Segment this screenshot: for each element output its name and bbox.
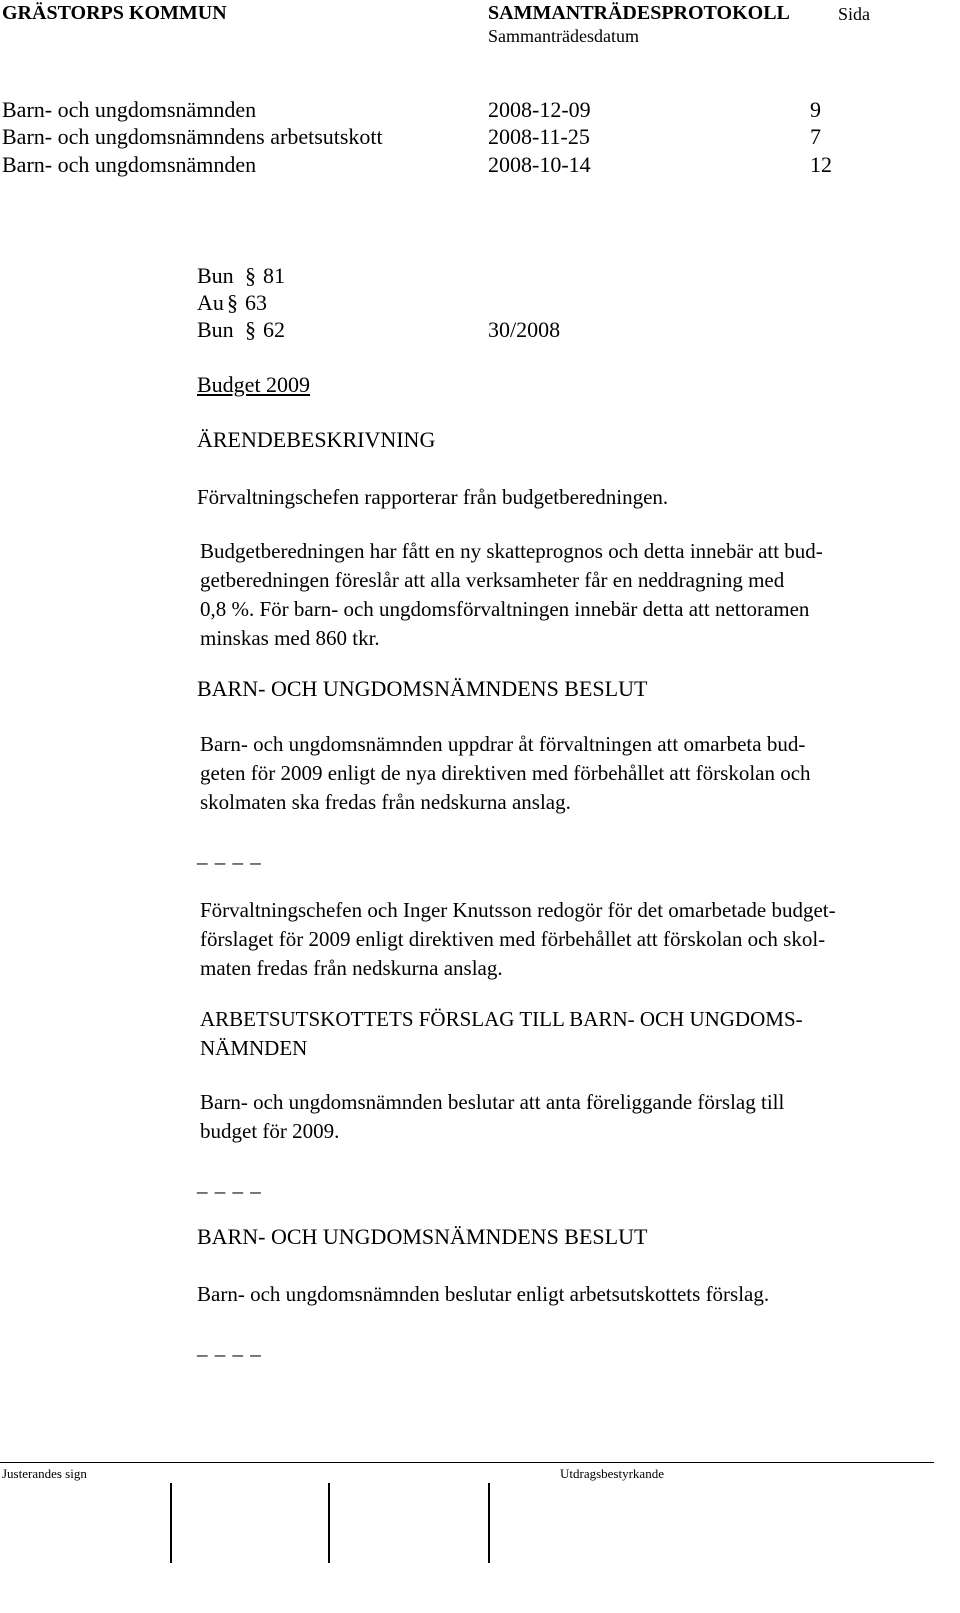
- page-label: Sida: [838, 4, 871, 24]
- section-sign: §: [227, 290, 238, 315]
- text-line: Barn- och ungdomsnämnden uppdrar åt förvaltningen att omarbeta bud-: [200, 732, 806, 756]
- text-line: maten fredas från nedskurna anslag.: [200, 956, 503, 980]
- text-line: budget för 2009.: [200, 1119, 340, 1143]
- heading-line: NÄMNDEN: [200, 1036, 308, 1060]
- beslut-text-2: Barn- och ungdomsnämnden beslutar enligt arbetsutskottets förslag.: [197, 1282, 770, 1306]
- reference-code: Bun: [197, 317, 234, 342]
- sign-label: Justerandes sign: [2, 1466, 87, 1481]
- text-line: Barn- och ungdomsnämnden beslutar att anta föreliggande förslag till: [200, 1090, 785, 1114]
- reference-row: [197, 290, 267, 316]
- au-heading: [200, 1005, 940, 1063]
- reference-code: Bun: [197, 263, 234, 288]
- diarienummer: 30/2008: [488, 317, 561, 342]
- signature-divider: [170, 1483, 172, 1563]
- meeting-date: 2008-10-14: [488, 152, 591, 177]
- meeting-body: Barn- och ungdomsnämnden: [2, 152, 257, 177]
- text-line: Förvaltningschefen och Inger Knutsson redogör för det omarbetade budget-: [200, 898, 836, 922]
- reference-number: 62: [263, 317, 285, 342]
- meeting-body: Barn- och ungdomsnämnden: [2, 97, 257, 122]
- separator: _ _ _ _: [197, 1335, 262, 1359]
- beslut-text-1: [200, 730, 940, 817]
- reference-number: 81: [263, 263, 285, 288]
- arende-heading: ÄRENDEBESKRIVNING: [197, 427, 436, 452]
- meeting-page: 9: [810, 97, 821, 122]
- meeting-page: 12: [810, 152, 832, 177]
- meeting-date-label: Sammanträdesdatum: [488, 26, 639, 46]
- text-line: förslaget för 2009 enligt direktiven med förbehållet att förskolan och skol-: [200, 927, 826, 951]
- text-line: minskas med 860 tkr.: [200, 626, 380, 650]
- text-line: skolmaten ska fredas från nedskurna anslag.: [200, 790, 571, 814]
- reference-row: [197, 263, 285, 289]
- au-text: [200, 1088, 940, 1146]
- text-line: geten för 2009 enligt de nya direktiven med förbehållet att förskolan och: [200, 761, 811, 785]
- text-line: getberedningen föreslår att alla verksamheter får en neddragning med: [200, 568, 785, 592]
- section-sign: §: [245, 263, 256, 288]
- reference-code: Au: [197, 290, 224, 315]
- document-title: Budget 2009: [197, 372, 311, 397]
- reference-row: [197, 317, 285, 343]
- footer-rule: [0, 1462, 934, 1463]
- reference-number: 63: [245, 290, 267, 315]
- arende-paragraph-2: [200, 537, 940, 653]
- meeting-date: 2008-11-25: [488, 124, 590, 149]
- meeting-body: Barn- och ungdomsnämndens arbetsutskott: [2, 124, 383, 149]
- municipality-name: GRÄSTORPS KOMMUN: [2, 2, 227, 24]
- meeting-page: 7: [810, 124, 821, 149]
- meeting-date: 2008-12-09: [488, 97, 591, 122]
- text-line: 0,8 %. För barn- och ungdomsförvaltningen innebär detta att nettoramen: [200, 597, 810, 621]
- section-sign: §: [245, 317, 256, 342]
- beslut-heading-2: BARN- OCH UNGDOMSNÄMNDENS BESLUT: [197, 1224, 648, 1249]
- separator: _ _ _ _: [197, 843, 262, 867]
- signature-divider: [488, 1483, 490, 1563]
- extract-label: Utdragsbestyrkande: [560, 1466, 664, 1481]
- document-type: SAMMANTRÄDESPROTOKOLL: [488, 2, 790, 24]
- beslut-heading-1: BARN- OCH UNGDOMSNÄMNDENS BESLUT: [197, 676, 648, 701]
- text-line: Budgetberedningen har fått en ny skatteprognos och detta innebär att bud-: [200, 539, 823, 563]
- redogor-text: [200, 896, 940, 983]
- heading-line: ARBETSUTSKOTTETS FÖRSLAG TILL BARN- OCH UNGDOMS-: [200, 1007, 803, 1031]
- signature-divider: [328, 1483, 330, 1563]
- separator: _ _ _ _: [197, 1172, 262, 1196]
- arende-paragraph-1: Förvaltningschefen rapporterar från budgetberedningen.: [197, 485, 669, 509]
